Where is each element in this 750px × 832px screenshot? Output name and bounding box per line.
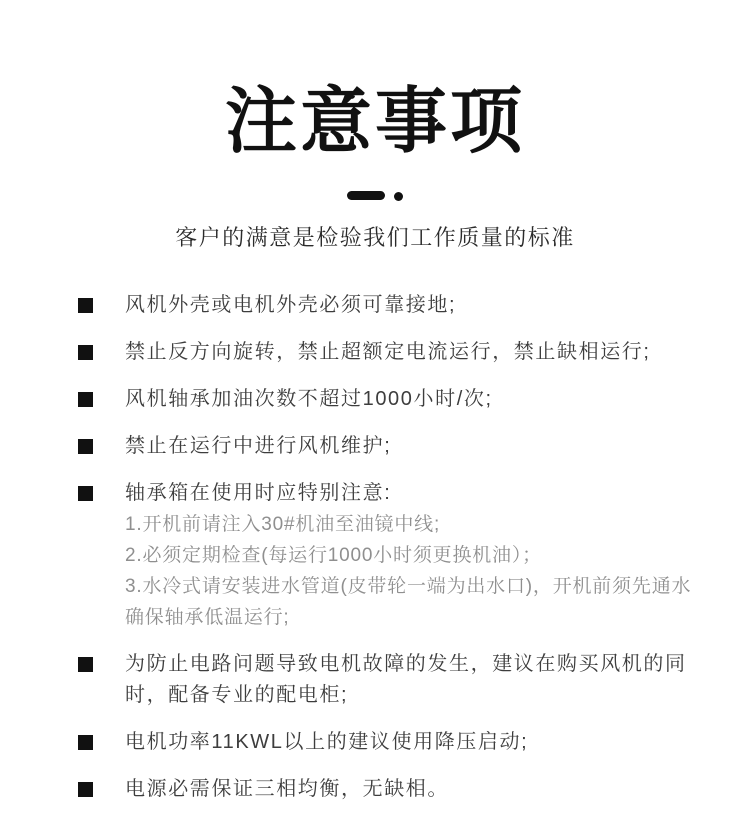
notice-header [0, 82, 750, 252]
note-item [78, 774, 700, 805]
note-body [125, 384, 493, 415]
subnote-list [125, 509, 700, 633]
note-item [78, 649, 700, 711]
divider-dash-icon [347, 191, 385, 200]
note-body [125, 431, 391, 462]
square-bullet-icon [78, 657, 93, 672]
note-body [125, 649, 700, 711]
note-text: 风机外壳或电机外壳必须可靠接地; [125, 294, 457, 316]
divider-dot-icon [394, 192, 403, 201]
subnote-text: 2.必须定期检查(每运行1000小时须更换机油）； [125, 545, 542, 566]
note-item [78, 290, 700, 321]
square-bullet-icon [78, 782, 93, 797]
note-item [78, 478, 700, 633]
square-bullet-icon [78, 298, 93, 313]
square-bullet-icon [78, 439, 93, 454]
note-body [125, 478, 700, 633]
page-subtitle: 客户的满意是检验我们工作质量的标准 [175, 225, 575, 250]
subnote-text: 1.开机前请注入30#机油至油镜中线; [125, 514, 441, 535]
square-bullet-icon [78, 486, 93, 501]
note-body [125, 727, 528, 758]
note-body [125, 337, 651, 368]
note-text: 禁止反方向旋转，禁止超额定电流运行，禁止缺相运行; [125, 341, 651, 363]
square-bullet-icon [78, 735, 93, 750]
notes-list [0, 290, 750, 805]
note-item [78, 384, 700, 415]
note-text: 风机轴承加油次数不超过1000小时/次; [125, 388, 493, 410]
note-item [78, 727, 700, 758]
subnote-text: 3.水冷式请安装进水管道(皮带轮一端为出水口)，开机前须先通水确保轴承低温运行; [125, 576, 692, 628]
note-text: 电机功率11KWL以上的建议使用降压启动; [125, 731, 529, 753]
page-title: 注意事项 [224, 82, 525, 162]
note-text: 为防止电路问题导致电机故障的发生，建议在购买风机的同时，配备专业的配电柜; [125, 653, 687, 706]
title-divider [0, 190, 750, 201]
square-bullet-icon [78, 392, 93, 407]
square-bullet-icon [78, 345, 93, 360]
note-item [78, 337, 700, 368]
note-body [125, 774, 449, 805]
note-body [125, 290, 456, 321]
note-text: 电源必需保证三相均衡，无缺相。 [125, 778, 449, 800]
note-item [78, 431, 700, 462]
note-text: 轴承箱在使用时应特别注意: [125, 482, 392, 504]
note-text: 禁止在运行中进行风机维护; [125, 435, 392, 457]
